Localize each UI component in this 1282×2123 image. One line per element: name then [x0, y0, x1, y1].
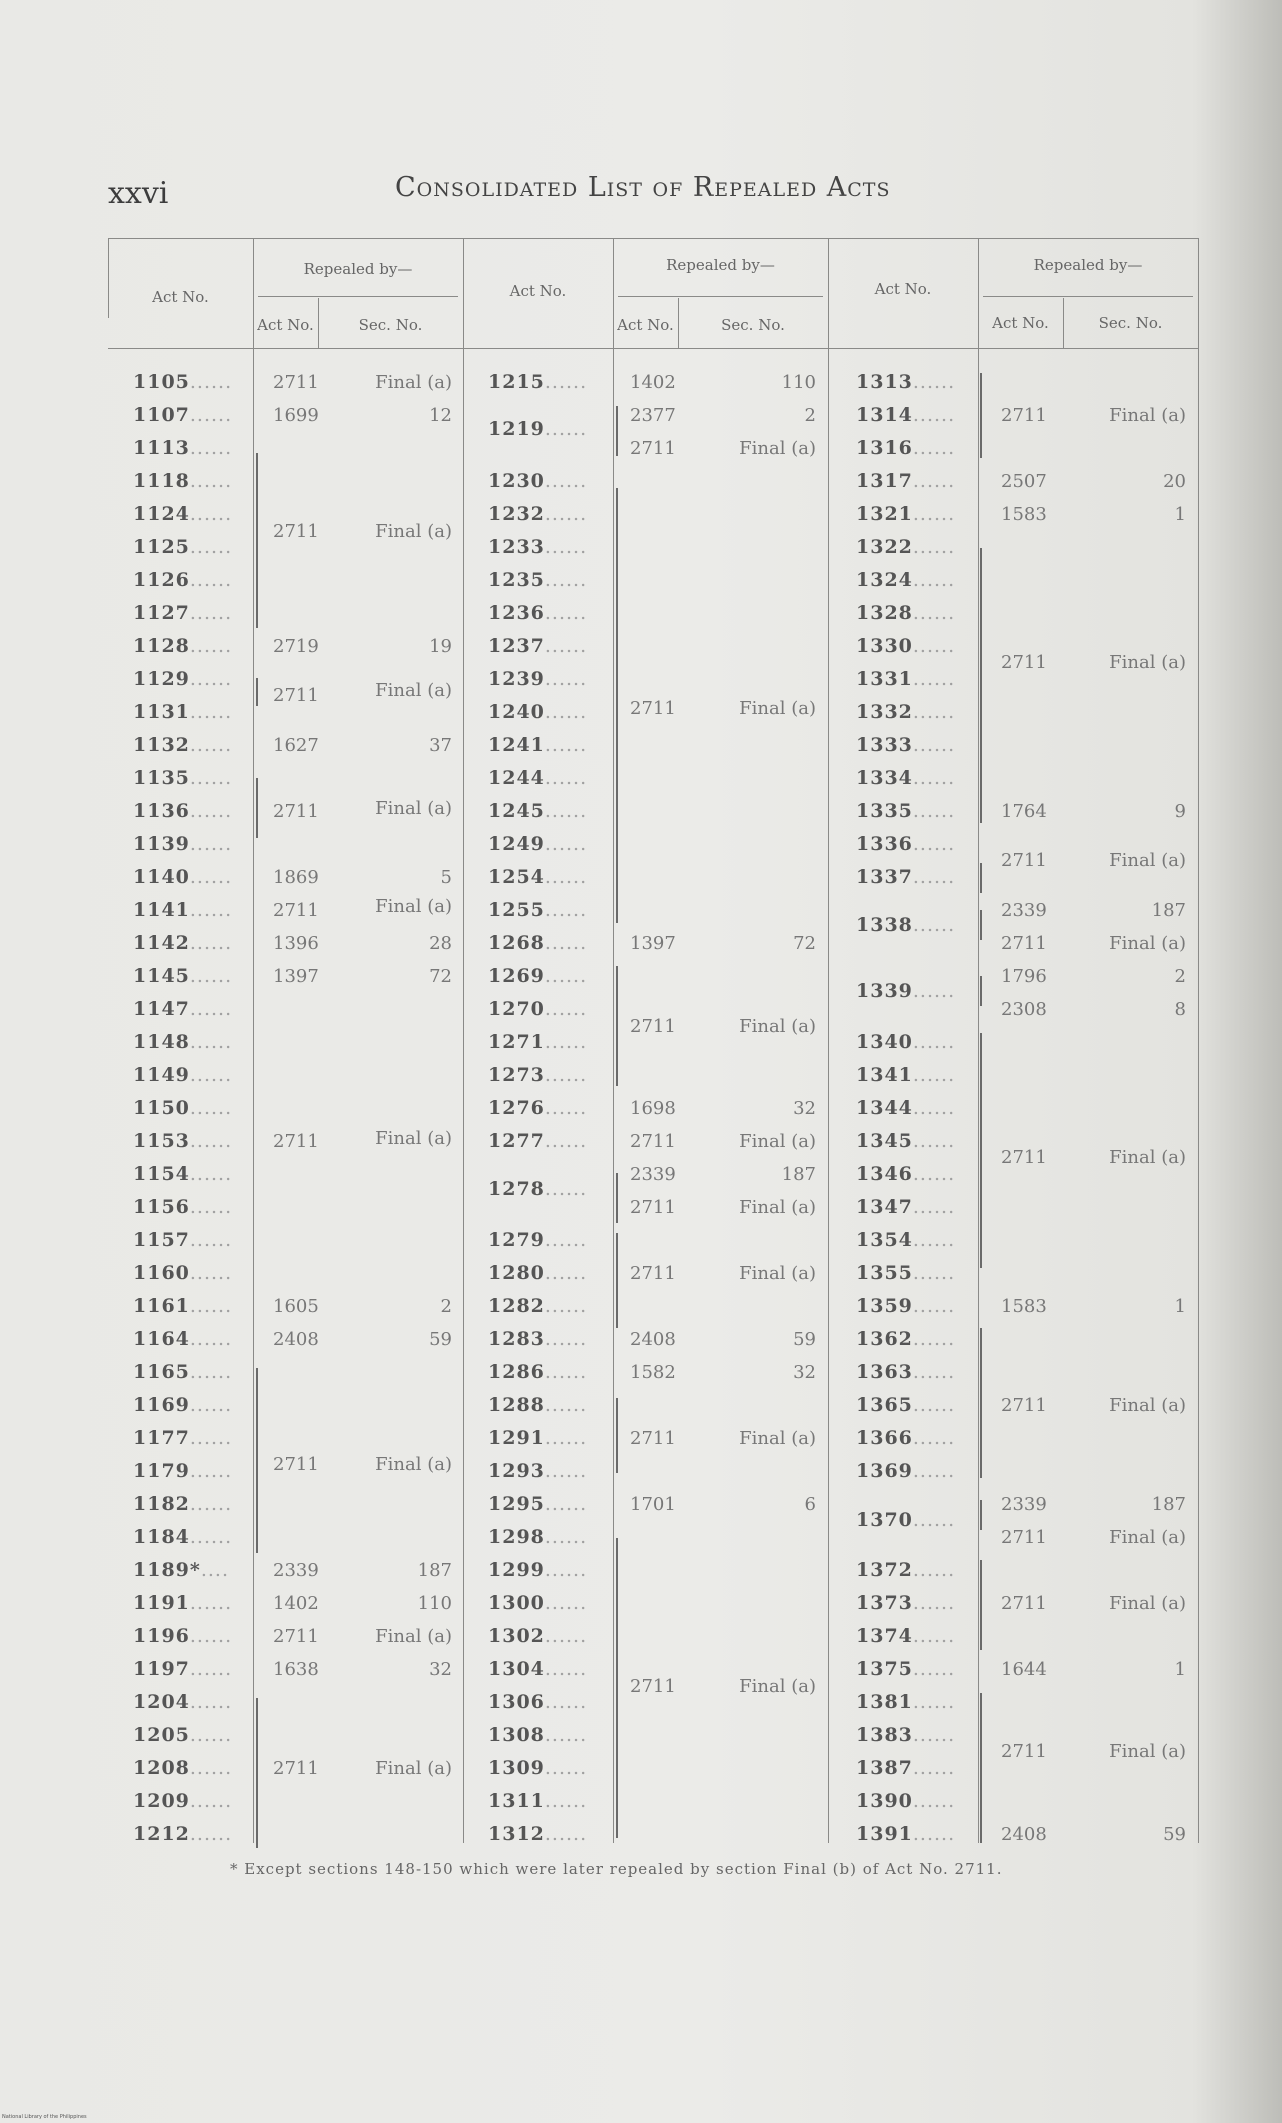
act-number: 1154......: [133, 1163, 233, 1185]
repeal-sec: 20: [1163, 471, 1186, 492]
repeal-act: 2719: [273, 636, 319, 657]
repeal-sec: Final (a): [739, 1263, 816, 1284]
act-number: 1141......: [133, 899, 233, 921]
act-number: 1345......: [856, 1130, 956, 1152]
repeal-sec: Final (a): [375, 521, 452, 542]
repeal-act: 1582: [630, 1362, 676, 1383]
act-number: 1150......: [133, 1097, 233, 1119]
act-number: 1332......: [856, 701, 956, 723]
act-number: 1306......: [488, 1691, 588, 1713]
repeal-act: 1698: [630, 1098, 676, 1119]
act-number: 1347......: [856, 1196, 956, 1218]
repeal-act: 2711: [1001, 1527, 1047, 1548]
act-number: 1204......: [133, 1691, 233, 1713]
act-number: 1236......: [488, 602, 588, 624]
act-number: 1145......: [133, 965, 233, 987]
act-number: 1128......: [133, 635, 233, 657]
repeal-act: 2711: [630, 1428, 676, 1449]
repeal-act: 1644: [1001, 1659, 1047, 1680]
act-number: 1105......: [133, 371, 233, 393]
repeal-act: 1605: [273, 1296, 319, 1317]
repeal-act: 1869: [273, 867, 319, 888]
act-number: 1282......: [488, 1295, 588, 1317]
repeal-act: 2339: [1001, 900, 1047, 921]
library-credit: National Library of the Philippines: [2, 2114, 87, 2120]
repeal-sec: Final (a): [1109, 1741, 1186, 1762]
repeal-sec: 1: [1174, 1296, 1186, 1317]
repeal-sec: 1: [1174, 504, 1186, 525]
repeal-act: 2711: [630, 1263, 676, 1284]
act-number: 1337......: [856, 866, 956, 888]
act-number: 1344......: [856, 1097, 956, 1119]
act-number: 1148......: [133, 1031, 233, 1053]
repeal-act: 2711: [630, 1016, 676, 1037]
repeal-act: 2711: [273, 1626, 319, 1647]
act-number: 1124......: [133, 503, 233, 525]
act-number: 1317......: [856, 470, 956, 492]
repeal-act: 2408: [273, 1329, 319, 1350]
repeal-sec: 1: [1174, 1659, 1186, 1680]
act-number: 1291......: [488, 1427, 588, 1449]
act-number: 1324......: [856, 569, 956, 591]
act-number: 1164......: [133, 1328, 233, 1350]
repeal-sec: 12: [429, 405, 452, 426]
act-number: 1245......: [488, 800, 588, 822]
act-number: 1129......: [133, 668, 233, 690]
act-number: 1254......: [488, 866, 588, 888]
act-number: 1298......: [488, 1526, 588, 1548]
act-number: 1212......: [133, 1823, 233, 1845]
act-number: 1135......: [133, 767, 233, 789]
repeal-sec: Final (a): [375, 1626, 452, 1647]
repeal-sec: 72: [429, 966, 452, 987]
act-number: 1321......: [856, 503, 956, 525]
act-number: 1339......: [856, 980, 956, 1002]
repeal-act: 2711: [630, 698, 676, 719]
act-number: 1197......: [133, 1658, 233, 1680]
act-number: 1208......: [133, 1757, 233, 1779]
repeal-act: 2711: [630, 438, 676, 459]
header-repealed-by-2: Repealed by—: [666, 256, 775, 274]
act-number: 1390......: [856, 1790, 956, 1812]
repeal-sec: 37: [429, 735, 452, 756]
act-number: 1374......: [856, 1625, 956, 1647]
act-number: 1184......: [133, 1526, 233, 1548]
act-number: 1215......: [488, 371, 588, 393]
repeal-act: 2308: [1001, 999, 1047, 1020]
act-number: 1383......: [856, 1724, 956, 1746]
repeal-sec: 32: [793, 1098, 816, 1119]
repeal-act: 2507: [1001, 471, 1047, 492]
act-number: 1191......: [133, 1592, 233, 1614]
act-number: 1157......: [133, 1229, 233, 1251]
header-act-no-2: Act No.: [509, 282, 567, 300]
act-number: 1271......: [488, 1031, 588, 1053]
repeal-act: 1627: [273, 735, 319, 756]
act-number: 1338......: [856, 914, 956, 936]
repeal-sec: Final (a): [1109, 1593, 1186, 1614]
act-number: 1277......: [488, 1130, 588, 1152]
repeal-sec: Final (a): [375, 680, 452, 701]
act-number: 1304......: [488, 1658, 588, 1680]
act-number: 1177......: [133, 1427, 233, 1449]
repeal-act: 2711: [273, 521, 319, 542]
repeal-sec: Final (a): [375, 896, 452, 917]
repeal-act: 1701: [630, 1494, 676, 1515]
act-number: 1375......: [856, 1658, 956, 1680]
act-number: 1365......: [856, 1394, 956, 1416]
repeal-act: 2711: [1001, 652, 1047, 673]
repeal-act: 2711: [273, 1758, 319, 1779]
repeal-sec: 9: [1174, 801, 1186, 822]
repeal-sec: Final (a): [1109, 652, 1186, 673]
footnote: * Except sections 148-150 which were later repealed by section Final (b) of Act No. 2711.: [230, 1860, 1003, 1878]
repeal-act: 1583: [1001, 1296, 1047, 1317]
repeal-sec: Final (a): [375, 1758, 452, 1779]
repeal-act: 2711: [273, 1454, 319, 1475]
repeal-act: 1796: [1001, 966, 1047, 987]
act-number: 1161......: [133, 1295, 233, 1317]
act-number: 1334......: [856, 767, 956, 789]
repeal-act: 2711: [1001, 405, 1047, 426]
repeal-act: 2711: [1001, 1741, 1047, 1762]
act-number: 1288......: [488, 1394, 588, 1416]
page-title: Consolidated List of Repealed Acts: [395, 172, 891, 203]
repeal-act: 2339: [630, 1164, 676, 1185]
act-number: 1373......: [856, 1592, 956, 1614]
act-number: 1156......: [133, 1196, 233, 1218]
act-number: 1299......: [488, 1559, 588, 1581]
act-number: 1354......: [856, 1229, 956, 1251]
repeal-sec: 59: [1163, 1824, 1186, 1845]
repeal-act: 2711: [273, 1131, 319, 1152]
act-number: 1355......: [856, 1262, 956, 1284]
act-number: 1333......: [856, 734, 956, 756]
repeal-sec: Final (a): [1109, 1395, 1186, 1416]
act-number: 1311......: [488, 1790, 588, 1812]
act-number: 1179......: [133, 1460, 233, 1482]
act-number: 1340......: [856, 1031, 956, 1053]
repeal-act: 2377: [630, 405, 676, 426]
act-number: 1308......: [488, 1724, 588, 1746]
repeal-sec: 6: [804, 1494, 816, 1515]
repeal-sec: 8: [1174, 999, 1186, 1020]
repeal-act: 1396: [273, 933, 319, 954]
repeal-sec: Final (a): [739, 1428, 816, 1449]
repeal-act: 2711: [630, 1676, 676, 1697]
act-number: 1295......: [488, 1493, 588, 1515]
repeal-sec: 2: [440, 1296, 452, 1317]
repeal-sec: Final (a): [1109, 405, 1186, 426]
repeal-sec: 59: [793, 1329, 816, 1350]
repeal-act: 1699: [273, 405, 319, 426]
repeal-sec: Final (a): [375, 1454, 452, 1475]
act-number: 1232......: [488, 503, 588, 525]
act-number: 1230......: [488, 470, 588, 492]
repeal-sec: Final (a): [739, 1016, 816, 1037]
act-number: 1280......: [488, 1262, 588, 1284]
repeal-act: 1397: [273, 966, 319, 987]
repeal-act: 1402: [630, 372, 676, 393]
header-sub-act-3: Act No.: [992, 314, 1049, 332]
act-number: 1322......: [856, 536, 956, 558]
repeal-sec: Final (a): [375, 798, 452, 819]
act-number: 1309......: [488, 1757, 588, 1779]
act-number: 1362......: [856, 1328, 956, 1350]
repeal-sec: 72: [793, 933, 816, 954]
act-number: 1160......: [133, 1262, 233, 1284]
act-number: 1278......: [488, 1178, 588, 1200]
header-sec-1: Sec. No.: [358, 316, 423, 334]
repeal-act: 1764: [1001, 801, 1047, 822]
repeal-sec: 59: [429, 1329, 452, 1350]
repeal-sec: 110: [417, 1593, 452, 1614]
act-number: 1165......: [133, 1361, 233, 1383]
act-number: 1363......: [856, 1361, 956, 1383]
header-sub-act-1: Act No.: [257, 316, 314, 334]
repeal-act: 2711: [1001, 1593, 1047, 1614]
act-number: 1346......: [856, 1163, 956, 1185]
act-number: 1147......: [133, 998, 233, 1020]
act-number: 1372......: [856, 1559, 956, 1581]
repeal-sec: 110: [781, 372, 816, 393]
act-number: 1136......: [133, 800, 233, 822]
act-number: 1270......: [488, 998, 588, 1020]
repeal-sec: 187: [417, 1560, 452, 1581]
act-number: 1341......: [856, 1064, 956, 1086]
repeal-sec: 5: [440, 867, 452, 888]
repeal-act: 2711: [273, 801, 319, 822]
act-number: 1335......: [856, 800, 956, 822]
act-number: 1293......: [488, 1460, 588, 1482]
repeal-act: 2711: [273, 685, 319, 706]
act-number: 1279......: [488, 1229, 588, 1251]
repeal-sec: 28: [429, 933, 452, 954]
act-number: 1219......: [488, 418, 588, 440]
repeal-act: 2408: [1001, 1824, 1047, 1845]
repeal-act: 2711: [1001, 850, 1047, 871]
act-number: 1366......: [856, 1427, 956, 1449]
act-number: 1127......: [133, 602, 233, 624]
act-number: 1113......: [133, 437, 233, 459]
repeal-sec: 19: [429, 636, 452, 657]
header-act-no-3: Act No.: [874, 280, 932, 298]
header-sub-act-2: Act No.: [617, 316, 674, 334]
act-number: 1381......: [856, 1691, 956, 1713]
act-number: 1302......: [488, 1625, 588, 1647]
act-number: 1313......: [856, 371, 956, 393]
act-number: 1316......: [856, 437, 956, 459]
act-number: 1370......: [856, 1509, 956, 1531]
act-number: 1235......: [488, 569, 588, 591]
repealed-acts-table: [108, 238, 1198, 1848]
act-number: 1391......: [856, 1823, 956, 1845]
act-number: 1139......: [133, 833, 233, 855]
repeal-sec: Final (a): [375, 372, 452, 393]
act-number: 1286......: [488, 1361, 588, 1383]
act-number: 1328......: [856, 602, 956, 624]
act-number: 1336......: [856, 833, 956, 855]
repeal-sec: Final (a): [739, 1197, 816, 1218]
page-number: xxvi: [108, 176, 169, 211]
act-number: 1300......: [488, 1592, 588, 1614]
repeal-act: 2711: [630, 1197, 676, 1218]
act-number: 1331......: [856, 668, 956, 690]
act-number: 1273......: [488, 1064, 588, 1086]
repeal-act: 1638: [273, 1659, 319, 1680]
header-sec-2: Sec. No.: [721, 316, 785, 334]
act-number: 1276......: [488, 1097, 588, 1119]
act-number: 1149......: [133, 1064, 233, 1086]
act-number: 1107......: [133, 404, 233, 426]
act-number: 1209......: [133, 1790, 233, 1812]
act-number: 1205......: [133, 1724, 233, 1746]
act-number: 1240......: [488, 701, 588, 723]
repeal-act: 2711: [273, 900, 319, 921]
repeal-sec: Final (a): [739, 1131, 816, 1152]
act-number: 1189*....: [133, 1559, 229, 1581]
repeal-sec: 32: [793, 1362, 816, 1383]
header-act-no-1: Act No.: [152, 288, 209, 306]
repeal-act: 2711: [1001, 1147, 1047, 1168]
header-repealed-by-3: Repealed by—: [1033, 256, 1143, 274]
repeal-sec: 2: [1174, 966, 1186, 987]
repeal-act: 2339: [273, 1560, 319, 1581]
act-number: 1237......: [488, 635, 588, 657]
act-number: 1255......: [488, 899, 588, 921]
repeal-act: 2711: [1001, 1395, 1047, 1416]
act-number: 1196......: [133, 1625, 233, 1647]
act-number: 1312......: [488, 1823, 588, 1845]
repeal-act: 2408: [630, 1329, 676, 1350]
act-number: 1125......: [133, 536, 233, 558]
act-number: 1132......: [133, 734, 233, 756]
repeal-act: 1583: [1001, 504, 1047, 525]
act-number: 1131......: [133, 701, 233, 723]
act-number: 1283......: [488, 1328, 588, 1350]
repeal-sec: Final (a): [739, 698, 816, 719]
act-number: 1118......: [133, 470, 233, 492]
act-number: 1241......: [488, 734, 588, 756]
act-number: 1239......: [488, 668, 588, 690]
act-number: 1244......: [488, 767, 588, 789]
act-number: 1369......: [856, 1460, 956, 1482]
repeal-act: 2711: [1001, 933, 1047, 954]
repeal-act: 1397: [630, 933, 676, 954]
repeal-sec: Final (a): [1109, 1147, 1186, 1168]
repeal-act: 1402: [273, 1593, 319, 1614]
repeal-sec: Final (a): [1109, 850, 1186, 871]
repeal-act: 2339: [1001, 1494, 1047, 1515]
repeal-sec: 187: [1151, 1494, 1186, 1515]
header-sec-3: Sec. No.: [1098, 314, 1163, 332]
repeal-sec: Final (a): [1109, 933, 1186, 954]
repeal-sec: 187: [1151, 900, 1186, 921]
repeal-act: 2711: [630, 1131, 676, 1152]
act-number: 1140......: [133, 866, 233, 888]
repeal-sec: Final (a): [375, 1128, 452, 1149]
act-number: 1269......: [488, 965, 588, 987]
act-number: 1182......: [133, 1493, 233, 1515]
repeal-sec: Final (a): [739, 438, 816, 459]
act-number: 1153......: [133, 1130, 233, 1152]
act-number: 1330......: [856, 635, 956, 657]
repeal-sec: Final (a): [1109, 1527, 1186, 1548]
act-number: 1249......: [488, 833, 588, 855]
act-number: 1126......: [133, 569, 233, 591]
act-number: 1233......: [488, 536, 588, 558]
act-number: 1142......: [133, 932, 233, 954]
act-number: 1314......: [856, 404, 956, 426]
header-repealed-by-1: Repealed by—: [303, 260, 413, 278]
repeal-act: 2711: [273, 372, 319, 393]
act-number: 1387......: [856, 1757, 956, 1779]
act-number: 1268......: [488, 932, 588, 954]
repeal-sec: 32: [429, 1659, 452, 1680]
act-number: 1359......: [856, 1295, 956, 1317]
repeal-sec: 187: [781, 1164, 816, 1185]
repeal-sec: 2: [804, 405, 816, 426]
act-number: 1169......: [133, 1394, 233, 1416]
repeal-sec: Final (a): [739, 1676, 816, 1697]
